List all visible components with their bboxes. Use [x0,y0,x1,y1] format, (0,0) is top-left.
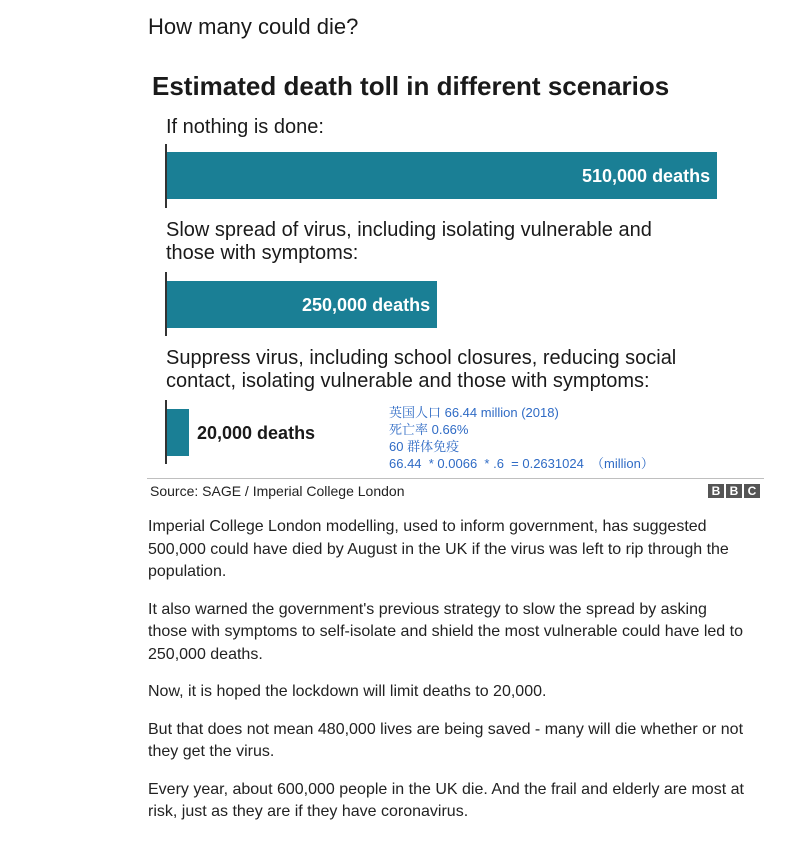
data-label-nothing-done: 510,000 deaths [582,166,711,186]
note-line-4: 66.44 * 0.0066 * .6 = 0.2631024 （million） [389,456,654,471]
logo-letter-1: B [708,484,724,498]
page-heading: How many could die? [148,14,359,39]
note-line-2: 死亡率 0.66% [389,422,469,437]
logo-letter-2: B [726,484,742,498]
scenario-label-2-line-2: those with symptoms: [166,242,359,264]
scenario-label-3-line-2: contact, isolating vulnerable and those with symptoms: [166,370,650,392]
source-credit: Source: SAGE / Imperial College London [150,483,405,499]
paragraph-2: It also warned the government's previous strategy to slow the spread by asking those with symptoms to self-isolate and shield the most vulnerable could have led to 250,000 deaths. [148,600,743,663]
data-label-slow-spread: 250,000 deaths [302,295,431,315]
scenario-label-2-line-1: Slow spread of virus, including isolating vulnerable and [166,219,652,241]
note-line-3: 60 群体免疫 [389,439,460,454]
paragraph-1: Imperial College London modelling, used to inform government, has suggested 500,000 could have died by August in the UK if the virus was left to rip through the population. [148,518,729,580]
scenario-label-3 [166,347,676,393]
bbc-logo [708,484,760,498]
scenario-label-1 [166,116,324,139]
paragraph-5: Every year, about 600,000 people in the UK die. And the frail and elderly are most at risk, just as they are if they have coronavirus. [148,780,744,820]
note-line-1: 英国人口 66.44 million (2018) [389,405,559,420]
chart-title: Estimated death toll in different scenarios [152,71,670,101]
logo-letter-3: C [744,484,760,498]
paragraph-3: Now, it is hoped the lockdown will limit deaths to 20,000. [148,683,547,700]
scenario-label-1-line-1: If nothing is done: [166,116,324,138]
handwritten-calculation-note [389,404,654,472]
scenario-label-2 [166,219,652,265]
data-label-suppress-virus: 20,000 deaths [197,423,316,443]
bar-suppress-virus [167,409,189,456]
scenario-label-3-line-1: Suppress virus, including school closures, reducing social [166,347,677,369]
paragraph-4: But that does not mean 480,000 lives are being saved - many will die whether or not they get the virus. [148,720,744,760]
source-divider [147,478,764,479]
article-body [148,516,748,839]
